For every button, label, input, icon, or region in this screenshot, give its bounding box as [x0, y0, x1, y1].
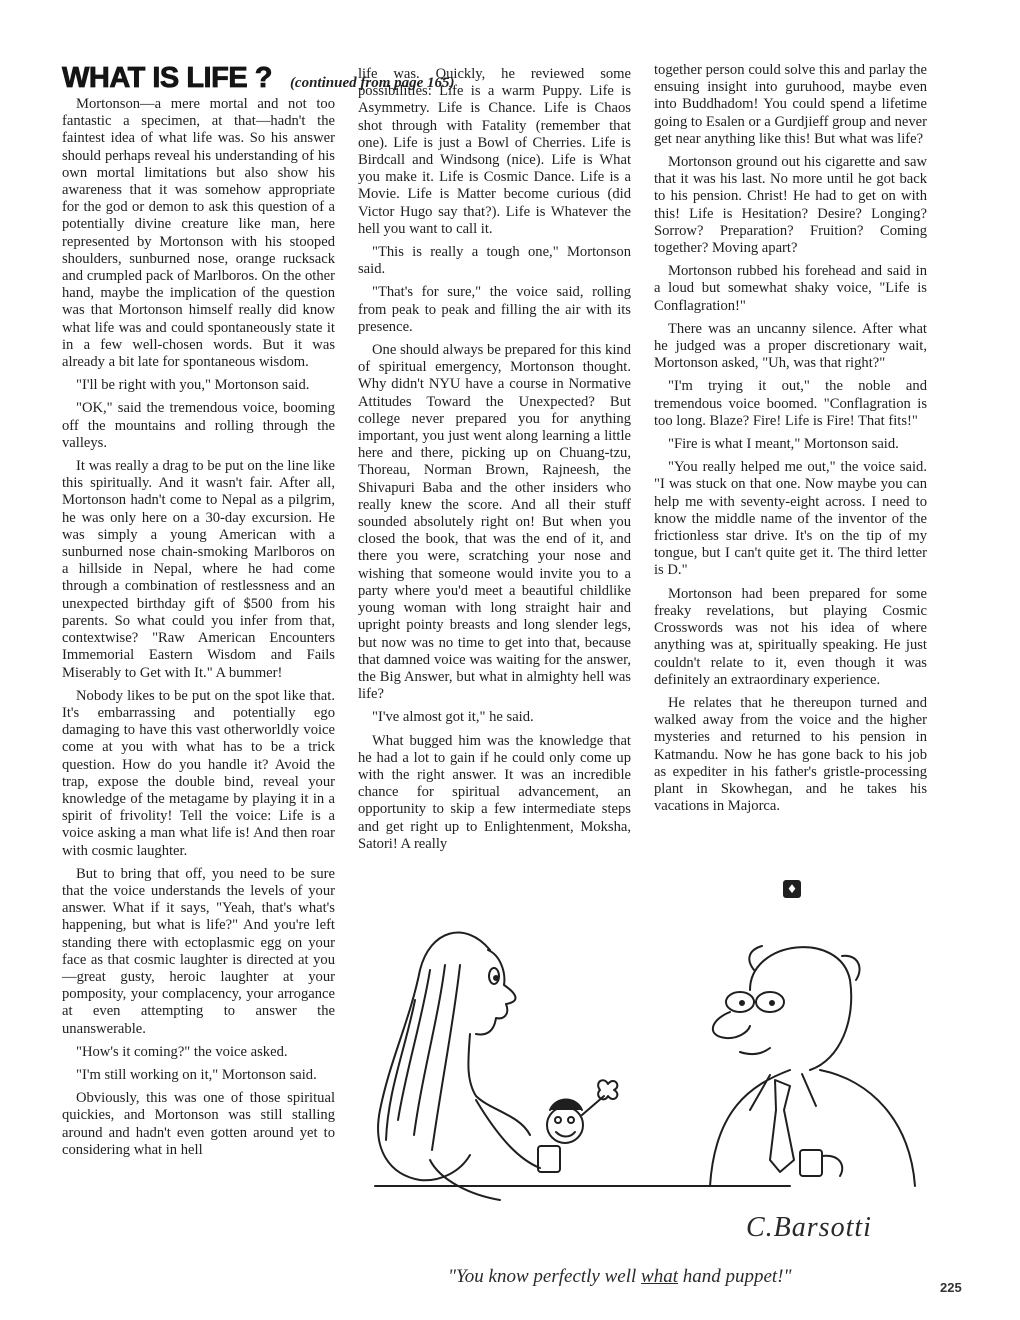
paragraph: "How's it coming?" the voice asked.: [76, 1043, 288, 1060]
cartoon-illustration: [370, 910, 940, 1240]
article-title: WHAT IS LIFE ?: [62, 62, 272, 94]
paragraph: "This is really a tough one," Mortonson said.: [358, 244, 631, 278]
text-column-3: [654, 62, 927, 821]
paragraph: "I'm trying it out," the noble and tremendous voice boomed. "Conflagration is too long. Blaze? Fire! Life is Fire! That fits!": [654, 378, 927, 429]
woman-hair: [378, 933, 490, 1181]
man-glass: [800, 1150, 822, 1176]
caption-start: "You know perfectly well: [448, 1266, 642, 1287]
paragraph: He relates that he thereupon turned and walked away from the voice and the higher mysteries and returned to his pension in Katmandu. Now he has gone back to his job as expediter in his father's gristle-processing plant in Skowhegan, and he takes his vacations in Majorca.: [654, 694, 927, 815]
paragraph: Mortonson ground out his cigarette and saw that it was his last. No more until he got back to his pension. Christ! He had to get on with this! Life is Hesitation? Desire? Longing? Sorrow? Preparation? Fruition? Coming together? Moving apart?: [654, 154, 927, 257]
paragraph: "That's for sure," the voice said, rolling from peak to peak and filling the air with its presence.: [358, 284, 631, 335]
end-mark-icon: ♦: [783, 880, 801, 898]
paragraph: What bugged him was the knowledge that he had a lot to gain if he could only come up with the right answer. It was an incredible chance for spiritual advancement, an opportunity to skip a few intermediate steps and get right up to Enlightenment, Moksha, Satori! A really: [358, 732, 631, 852]
paragraph: "I'm still working on it," Mortonson said.: [76, 1066, 317, 1083]
paragraph: Obviously, this was one of those spiritual quickies, and Mortonson was still stalling around and hadn't even gotten around yet to considering what in hell: [62, 1090, 335, 1158]
text-column-2: [358, 66, 631, 859]
paragraph: It was really a drag to be put on the line like this spiritually. And it wasn't fair. After all, Mortonson hadn't come to Nepal as a pilgrim, he was only here on a 30-day excursion. He was simply a young American with a sunburned nose chain-smoking Marlboros on a hillside in Nepal, where he had come through a combination of restlessness and an unexpected birthday gift of $500 from his parents. So what could you infer from that, contextwise? "Raw American Encounters Immemorial Eastern Wisdom and Fails Miserably to Get with It." A bummer!: [62, 458, 335, 681]
page-number: 225: [940, 1280, 962, 1295]
man-tie: [770, 1080, 794, 1172]
hand-puppet: [547, 1107, 583, 1143]
artist-signature: C.Barsotti: [746, 1212, 872, 1243]
paragraph: Mortonson rubbed his forehead and said in a loud but somewhat shaky voice, "Life is Conflagration!": [654, 263, 927, 314]
caption-end: hand puppet!": [678, 1266, 792, 1287]
paragraph: "I've almost got it," he said.: [372, 709, 534, 726]
paragraph: "OK," said the tremendous voice, booming off the mountains and rolling through the valleys.: [62, 400, 335, 451]
woman-face: [476, 950, 516, 1034]
paragraph: There was an uncanny silence. After what he judged was a proper discretionary wait, Mortonson asked, "Uh, was that right?": [654, 320, 927, 372]
text-column-1: [62, 96, 335, 1165]
paragraph: "I'll be right with you," Mortonson said.: [76, 377, 310, 394]
caption-emphasis: what: [641, 1266, 678, 1287]
paragraph: "You really helped me out," the voice said. "I was stuck on that one. Now maybe you can help me with seventy-eight across. I need to know the middle name of the inventor of the frictionless star drive. It's on the tip of my tongue, but I can't quite get it. The third letter is D.": [654, 459, 927, 579]
paragraph: Mortonson had been prepared for some freaky revelations, but playing Cosmic Crosswords was not his idea of where anything was at, spiritually speaking. He just couldn't relate to it, even though it was definitely an extraordinary experience.: [654, 585, 927, 688]
paragraph: Nobody likes to be put on the spot like that. It's embarrassing and potentially ego damaging to have this vast otherworldly voice come at you with what has to be a trick question. How do you handle it? Avoid the trap, expose the double bind, reveal your knowledge of the metagame by playing it in a spirit of frivolity! Tell the voice: Life is a voice asking a man what life is! And then roar with cosmic laughter.: [62, 687, 335, 859]
paragraph: Mortonson—a mere mortal and not too fantastic a specimen, at that—hadn't the faintest idea of what life was. So his answer should perhaps reveal his understanding of his own mortal limitations but also show his awareness that it was somehow appropriate for the god or demon to ask this question of a potentially divine creature like man, here represented by Mortonson with his stooped shoulders, sunburned nose, orange rucksack and crumpled pack of Marlboros. On the other hand, maybe the implication of the question was that Mortonson himself really did know what life was and could spontaneously state it in a few well-chosen words. But it was already a bit late for spontaneous wisdom.: [62, 96, 335, 371]
woman-glass: [538, 1146, 560, 1172]
flower: [598, 1080, 617, 1099]
paragraph: But to bring that off, you need to be sure that the voice understands the levels of your answer. What if it says, "Yeah, that's what's happening, but what is life?" And you're left standing there with ectoplasmic egg on your face as that cosmic laughter is directed at you—great gusty, heroic laughter at your pomposity, your complacency, your arrogance at even attempting to answer the unanswerable.: [62, 865, 335, 1037]
paragraph: together person could solve this and parlay the ensuing insight into guruhood, maybe even into Buddhadom! You could spend a lifetime going to Esalen or a Gurdjieff group and never get near anything like this! But what was life?: [654, 62, 927, 147]
cartoon-caption: [448, 1266, 792, 1288]
continued-note: (continued from page 165): [289, 75, 455, 91]
paragraph: One should always be prepared for this kind of spiritual emergency, Mortonson thought. Why didn't NYU have a course in Normative Attitudes Toward the Unexpected? But college never prepared you for anything important, you just went along learning a little here and there, picking up on Chuang-tzu, Thoreau, Norman Brown, Rajneesh, the Shivapuri Baba and the other insiders who really knew the score. And all their stuff sounded absolutely right on! But when you closed the book, that was the end of it, and there you were, scratching your nose and wishing that someone would invite you to a party where you'd meet a beautiful childlike young woman with long straight hair and upright pointy breasts and long slender legs, but now was no time to get into that, because that damned voice was waiting for the answer, the Big Answer, but what in almighty hell was life?: [358, 342, 631, 703]
paragraph: "Fire is what I meant," Mortonson said.: [668, 436, 899, 453]
paragraph: life was. Quickly, he reviewed some possibilities: Life is a warm Puppy. Life is Asymmetry. Life is Chance. Life is Chaos shot through with Fatality (remember that one). Life is just a Bowl of Cherries. Life is Birdcall and Windsong (nice). Life is What you make it. Life is Cosmic Dance. Life is a Movie. Life is Matter become curious (did Victor Hugo say that?). Life is Whatever the hell you want to call it.: [358, 66, 631, 237]
